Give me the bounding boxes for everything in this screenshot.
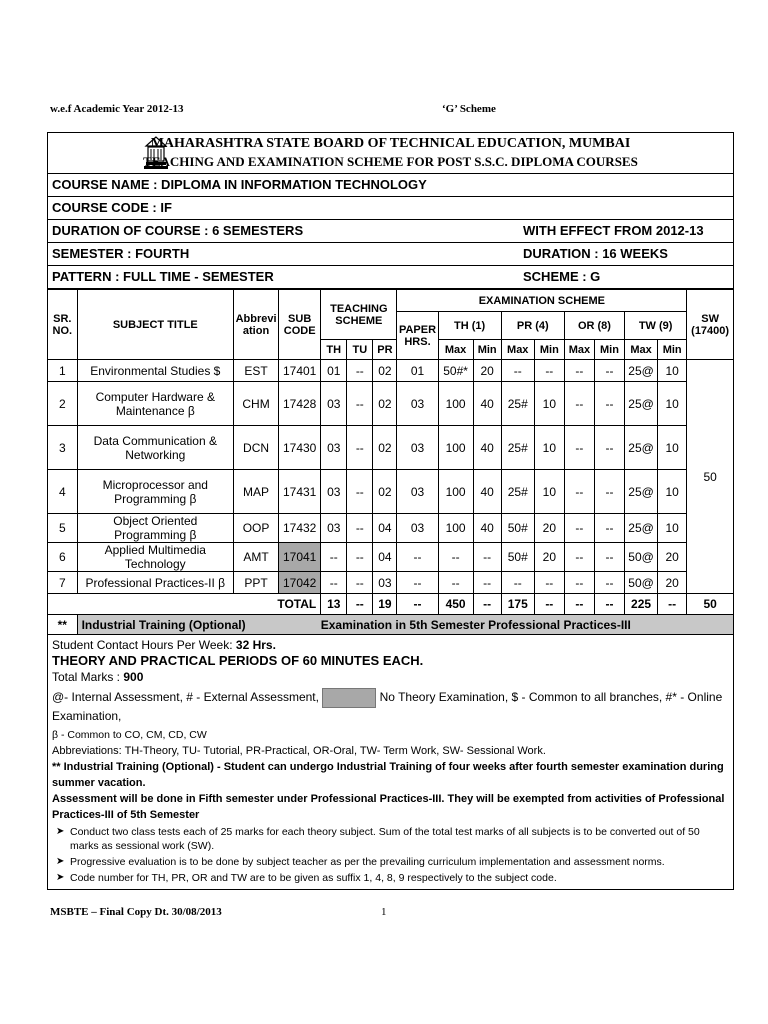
table-cell: OOP (234, 514, 279, 543)
table-cell: 25# (501, 382, 534, 426)
beta-note: β - Common to CO, CM, CD, CW (52, 729, 207, 741)
periods-note: THEORY AND PRACTICAL PERIODS OF 60 MINUTES EACH. (52, 653, 424, 668)
table-cell: -- (564, 514, 594, 543)
subject-title: Environmental Studies $ (77, 360, 233, 382)
table-cell: 17431 (279, 470, 321, 514)
table-cell: 25@ (625, 514, 658, 543)
table-cell: AMT (234, 543, 279, 572)
header-min: Min (658, 340, 687, 360)
table-cell: 10 (658, 382, 687, 426)
table-cell: -- (594, 470, 624, 514)
table-cell: 6 (48, 543, 77, 572)
course-code: COURSE CODE : IF (48, 197, 733, 220)
subject-title: Microprocessor and Programming β (77, 470, 233, 514)
table-cell: -- (594, 594, 624, 615)
table-cell: -- (564, 543, 594, 572)
table-cell: 20 (658, 572, 687, 594)
table-cell: -- (594, 572, 624, 594)
semester-row (48, 243, 733, 266)
table-cell: PPT (234, 572, 279, 594)
header-subject-title: SUBJECT TITLE (77, 290, 233, 360)
course-name: COURSE NAME : DIPLOMA IN INFORMATION TECHNOLOGY (48, 174, 733, 197)
table-cell: 17042 (279, 572, 321, 594)
it-exam: Examination in 5th Semester Professional Practices-III (321, 615, 733, 635)
table-cell: 10 (534, 470, 564, 514)
scheme-document (47, 132, 734, 890)
table-cell: -- (534, 572, 564, 594)
table-cell: 03 (397, 470, 438, 514)
table-cell: 10 (658, 514, 687, 543)
bullet-text: Progressive evaluation is to be done by subject teacher as per the prevailing curriculum implementation and assessment norms. (70, 856, 665, 868)
table-cell: 17428 (279, 382, 321, 426)
board-header (48, 133, 733, 174)
table-cell: 02 (373, 426, 397, 470)
header-sub-code: SUB CODE (279, 290, 321, 360)
table-row (48, 543, 733, 572)
table-cell: 40 (473, 514, 501, 543)
table-cell: 100 (438, 426, 473, 470)
table-row (48, 426, 733, 470)
table-cell: 13 (321, 594, 347, 615)
header-min: Min (594, 340, 624, 360)
notes-section (48, 635, 733, 889)
table-cell: -- (501, 572, 534, 594)
table-cell: -- (594, 382, 624, 426)
pattern: PATTERN : FULL TIME - SEMESTER (52, 269, 274, 284)
duration-weeks: DURATION : 16 WEEKS (523, 246, 668, 261)
table-cell: 03 (321, 426, 347, 470)
table-cell: 03 (397, 426, 438, 470)
table-cell: 2 (48, 382, 77, 426)
top-left-text: w.e.f Academic Year 2012-13 (50, 103, 184, 115)
table-cell: 40 (473, 382, 501, 426)
table-cell: 3 (48, 426, 77, 470)
table-cell: 03 (397, 514, 438, 543)
arrow-bullet-icon: ➤ (56, 872, 65, 883)
table-cell: 10 (658, 360, 687, 382)
table-cell: 50@ (625, 543, 658, 572)
table-cell: -- (658, 594, 687, 615)
table-cell: -- (564, 382, 594, 426)
table-cell: -- (534, 360, 564, 382)
contact-hours (52, 637, 729, 653)
table-cell: -- (397, 572, 438, 594)
list-item (56, 855, 729, 869)
bullet-text: Conduct two class tests each of 25 marks for each theory subject. Sum of the total test marks of all subjects is to be converted out of 50 marks as sessional work (SW). (70, 826, 700, 852)
list-item (56, 825, 729, 853)
table-cell: 175 (501, 594, 534, 615)
table-cell: 450 (438, 594, 473, 615)
table-cell: -- (347, 470, 373, 514)
table-cell: CHM (234, 382, 279, 426)
header-max: Max (501, 340, 534, 360)
table-cell: 17432 (279, 514, 321, 543)
no-theory-swatch (322, 688, 376, 708)
table-cell: 50@ (625, 572, 658, 594)
total-label: TOTAL (48, 594, 321, 615)
subject-title: Professional Practices-II β (77, 572, 233, 594)
top-center-text: ‘G’ Scheme (442, 103, 496, 115)
table-cell: 02 (373, 382, 397, 426)
table-cell: -- (564, 360, 594, 382)
header-max: Max (564, 340, 594, 360)
contact-hours-value: 32 Hrs. (235, 638, 276, 652)
header-tw: TW (9) (625, 312, 687, 340)
header-teach-pr: PR (373, 340, 397, 360)
header-abbreviation: Abbrevi ation (234, 290, 279, 360)
table-cell: -- (564, 572, 594, 594)
contact-hours-label: Student Contact Hours Per Week: (52, 638, 233, 652)
list-item (56, 871, 729, 885)
table-cell: -- (594, 426, 624, 470)
scheme: SCHEME : G (523, 269, 601, 284)
arrow-bullet-icon: ➤ (56, 856, 65, 867)
table-cell: 10 (534, 426, 564, 470)
header-paper-hrs: PAPER HRS. (397, 312, 438, 360)
table-cell: 100 (438, 470, 473, 514)
table-cell: 01 (321, 360, 347, 382)
table-cell: -- (594, 543, 624, 572)
table-cell: -- (564, 594, 594, 615)
table-cell: -- (438, 572, 473, 594)
table-cell: 17401 (279, 360, 321, 382)
table-cell: -- (397, 543, 438, 572)
table-cell: -- (473, 594, 501, 615)
table-cell: 50 (687, 594, 733, 615)
table-cell: -- (347, 382, 373, 426)
table-cell: -- (347, 594, 373, 615)
header-teach-tu: TU (347, 340, 373, 360)
effect-from: WITH EFFECT FROM 2012-13 (523, 223, 704, 238)
table-cell: -- (501, 360, 534, 382)
total-marks-label: Total Marks : (52, 670, 121, 684)
industrial-training-row (48, 615, 733, 635)
header-sw: SW (17400) (687, 290, 733, 360)
table-row (48, 382, 733, 426)
table-cell: -- (438, 543, 473, 572)
table-cell: 20 (534, 543, 564, 572)
table-cell: 03 (321, 470, 347, 514)
it-note-2: Assessment will be done in Fifth semester under Professional Practices-III. They will be exempted from activities of Professional Practices-III of 5th Semester (52, 793, 725, 821)
table-cell: -- (473, 543, 501, 572)
table-cell: 10 (658, 470, 687, 514)
table-cell: -- (473, 572, 501, 594)
table-cell: -- (534, 594, 564, 615)
table-cell: 25@ (625, 426, 658, 470)
legend-before: @- Internal Assessment, # - External Assessment, (52, 690, 319, 705)
header-min: Min (534, 340, 564, 360)
table-cell: 100 (438, 514, 473, 543)
table-cell: -- (347, 543, 373, 572)
header-max: Max (438, 340, 473, 360)
sw-value: 50 (687, 360, 733, 594)
table-cell: 25# (501, 426, 534, 470)
table-cell: 01 (397, 360, 438, 382)
table-cell: 20 (473, 360, 501, 382)
scheme-table (48, 289, 733, 635)
semester: SEMESTER : FOURTH (52, 246, 190, 261)
subject-title: Computer Hardware & Maintenance β (77, 382, 233, 426)
table-cell: 25@ (625, 382, 658, 426)
table-cell: 40 (473, 426, 501, 470)
table-cell: 04 (373, 514, 397, 543)
header-sr-no: SR. NO. (48, 290, 77, 360)
total-marks-value: 900 (123, 670, 144, 684)
it-note-1: ** Industrial Training (Optional) - Student can undergo Industrial Training of four weeks after fourth semester examination during summer vacation. (52, 761, 724, 789)
table-cell: 40 (473, 470, 501, 514)
table-cell: 100 (438, 382, 473, 426)
header-teaching-scheme: TEACHING SCHEME (321, 290, 397, 340)
table-cell: -- (347, 514, 373, 543)
page-number: 1 (381, 906, 387, 918)
table-cell: 04 (373, 543, 397, 572)
arrow-bullet-icon: ➤ (56, 826, 65, 837)
duration-row (48, 220, 733, 243)
table-cell: -- (321, 572, 347, 594)
table-cell: 03 (397, 382, 438, 426)
total-marks (52, 669, 729, 685)
table-cell: 03 (321, 382, 347, 426)
header-min: Min (473, 340, 501, 360)
bullet-text: Code number for TH, PR, OR and TW are to be given as suffix 1, 4, 8, 9 respectively to the subject code. (70, 872, 557, 884)
header-max: Max (625, 340, 658, 360)
bullet-list (52, 825, 729, 885)
header-pr: PR (4) (501, 312, 564, 340)
table-cell: -- (564, 470, 594, 514)
table-cell: 19 (373, 594, 397, 615)
pattern-row (48, 266, 733, 289)
table-cell: EST (234, 360, 279, 382)
header-examination-scheme: EXAMINATION SCHEME (397, 290, 687, 312)
board-name: MAHARASHTRA STATE BOARD OF TECHNICAL EDUCATION, MUMBAI (150, 136, 631, 151)
table-cell: 20 (658, 543, 687, 572)
subject-title: Applied Multimedia Technology (77, 543, 233, 572)
table-cell: 7 (48, 572, 77, 594)
footer-left: MSBTE – Final Copy Dt. 30/08/2013 (50, 906, 222, 918)
legend-after: No Theory Examination, $ - Common to all branches, #* - Online Examination, (52, 690, 723, 723)
table-cell: MAP (234, 470, 279, 514)
table-cell: -- (347, 360, 373, 382)
table-row (48, 514, 733, 543)
header-th: TH (1) (438, 312, 501, 340)
table-cell: 03 (321, 514, 347, 543)
table-cell: 50# (501, 514, 534, 543)
table-cell: 25@ (625, 470, 658, 514)
scheme-title: TEACHING AND EXAMINATION SCHEME FOR POST S.S.C. DIPLOMA COURSES (143, 154, 638, 169)
legend-line (52, 688, 729, 724)
header-or: OR (8) (564, 312, 624, 340)
table-cell: 25@ (625, 360, 658, 382)
table-row (48, 470, 733, 514)
table-cell: -- (397, 594, 438, 615)
table-cell: 50# (501, 543, 534, 572)
abbreviations: Abbreviations: TH-Theory, TU- Tutorial, PR-Practical, OR-Oral, TW- Term Work, SW- Sessional Work. (52, 745, 546, 757)
subject-title: Data Communication & Networking (77, 426, 233, 470)
subject-title: Object Oriented Programming β (77, 514, 233, 543)
total-row (48, 594, 733, 615)
table-cell: -- (594, 360, 624, 382)
table-row (48, 572, 733, 594)
table-cell: -- (347, 426, 373, 470)
table-row (48, 360, 733, 382)
table-cell: 10 (658, 426, 687, 470)
table-cell: 17430 (279, 426, 321, 470)
table-cell: -- (594, 514, 624, 543)
table-cell: 17041 (279, 543, 321, 572)
table-cell: 20 (534, 514, 564, 543)
table-cell: 5 (48, 514, 77, 543)
table-cell: 50#* (438, 360, 473, 382)
table-cell: -- (564, 426, 594, 470)
table-cell: -- (321, 543, 347, 572)
table-cell: 10 (534, 382, 564, 426)
table-cell: 02 (373, 470, 397, 514)
table-cell: DCN (234, 426, 279, 470)
table-cell: 1 (48, 360, 77, 382)
it-label: Industrial Training (Optional) (77, 615, 321, 635)
course-duration: DURATION OF COURSE : 6 SEMESTERS (52, 223, 304, 238)
it-mark: ** (48, 615, 77, 635)
table-cell: -- (347, 572, 373, 594)
table-cell: 25# (501, 470, 534, 514)
table-cell: 03 (373, 572, 397, 594)
table-cell: 4 (48, 470, 77, 514)
table-cell: 02 (373, 360, 397, 382)
header-teach-th: TH (321, 340, 347, 360)
table-cell: 225 (625, 594, 658, 615)
